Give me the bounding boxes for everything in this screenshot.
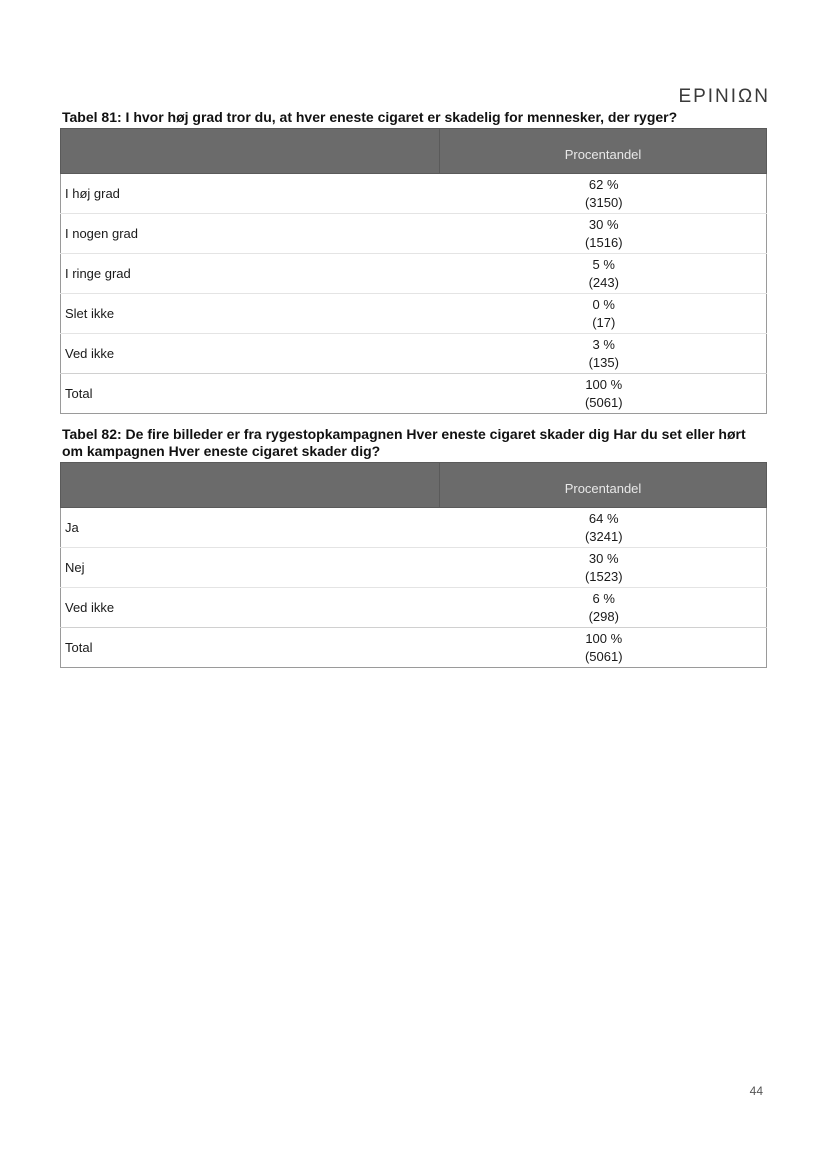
row-value [440, 214, 767, 254]
table-header-label-cell [61, 129, 440, 174]
count-value: (243) [588, 274, 619, 290]
percent-value: 64 % [588, 510, 619, 526]
row-value [440, 374, 767, 414]
percent-value: 3 % [592, 336, 615, 352]
percent-value: 30 % [588, 216, 619, 232]
percent-value: 6 % [592, 590, 615, 606]
count-value: (1523) [584, 568, 623, 584]
row-label: Ved ikke [61, 588, 440, 628]
table-header-row [61, 129, 767, 174]
row-value [440, 334, 767, 374]
count-value: (1516) [584, 234, 623, 250]
table-row [61, 334, 767, 374]
page-number: 44 [749, 1084, 763, 1098]
row-label: Total [61, 374, 440, 414]
table-header-percent: Procentandel [440, 129, 767, 174]
percent-value: 0 % [592, 296, 615, 312]
table-82-title: Tabel 82: De fire billeder er fra rygestopkampagnen Hver eneste cigaret skader dig Har du set eller hørt om kampagnen Hver eneste cigaret skader dig? [62, 426, 746, 459]
percent-value: 30 % [588, 550, 619, 566]
row-value [440, 174, 767, 214]
row-value [440, 254, 767, 294]
table-row [61, 588, 767, 628]
table-header-label-cell [61, 463, 440, 508]
count-value: (3150) [584, 194, 623, 210]
percent-value: 5 % [592, 256, 615, 272]
table-row [61, 214, 767, 254]
epinion-logo: EPINIΩN [678, 86, 770, 107]
row-value [440, 548, 767, 588]
count-value: (298) [588, 608, 619, 624]
count-value: (17) [592, 314, 616, 330]
row-value [440, 508, 767, 548]
row-value [440, 294, 767, 334]
row-label: Nej [61, 548, 440, 588]
table-row [61, 174, 767, 214]
table-row [61, 254, 767, 294]
row-label: Ved ikke [61, 334, 440, 374]
row-value [440, 588, 767, 628]
row-value [440, 628, 767, 668]
table-total-row [61, 374, 767, 414]
table-81 [60, 128, 767, 414]
percent-value: 100 % [585, 376, 623, 392]
count-value: (5061) [584, 394, 623, 410]
percent-value: 62 % [588, 176, 619, 192]
table-row [61, 548, 767, 588]
table-row [61, 294, 767, 334]
table-82 [60, 462, 767, 668]
table-header-percent: Procentandel [440, 463, 767, 508]
row-label: Ja [61, 508, 440, 548]
row-label: I ringe grad [61, 254, 440, 294]
row-label: Slet ikke [61, 294, 440, 334]
table-header-row [61, 463, 767, 508]
table-81-title: Tabel 81: I hvor høj grad tror du, at hver eneste cigaret er skadelig for mennesker, der ryger? [62, 109, 678, 125]
row-label: I nogen grad [61, 214, 440, 254]
percent-value: 100 % [585, 630, 623, 646]
count-value: (3241) [584, 528, 623, 544]
count-value: (135) [588, 354, 619, 370]
row-label: Total [61, 628, 440, 668]
table-row [61, 508, 767, 548]
table-total-row [61, 628, 767, 668]
count-value: (5061) [584, 648, 623, 664]
row-label: I høj grad [61, 174, 440, 214]
